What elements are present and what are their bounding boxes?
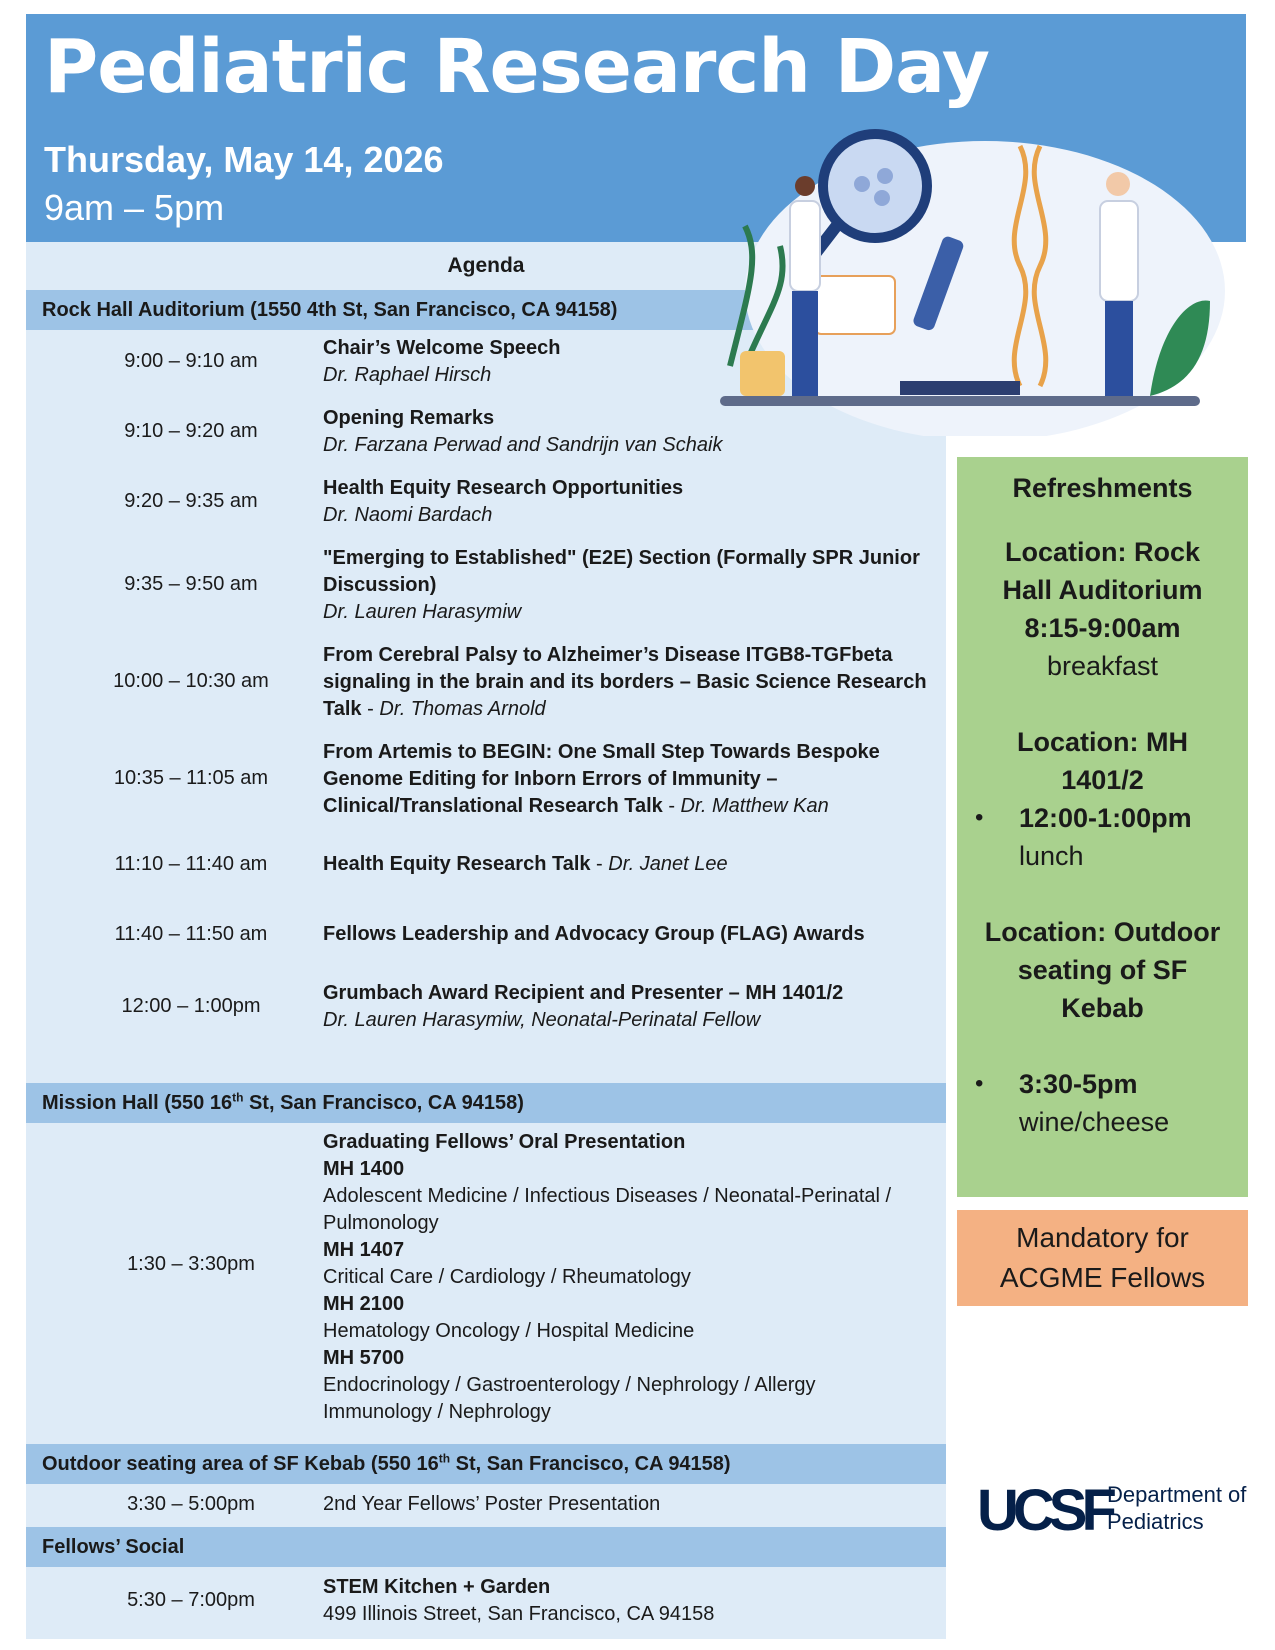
clipboard-icon	[815, 276, 895, 334]
location-label: Kebab	[1061, 993, 1144, 1023]
mandatory-line: Mandatory for	[1016, 1222, 1189, 1253]
floor-line	[720, 396, 1200, 406]
agenda-content	[323, 1574, 943, 1628]
agenda-content	[323, 921, 943, 948]
cell-icon	[874, 190, 890, 206]
scientist-woman-legs	[792, 291, 818, 396]
agenda-speaker: Dr. Farzana Perwad and Sandrijn van Schaik	[323, 434, 723, 456]
refreshments-heading: Refreshments	[1012, 473, 1193, 503]
refreshment-meal: lunch	[1019, 841, 1084, 871]
agenda-content	[323, 980, 943, 1034]
agenda-speaker: Dr. Naomi Bardach	[323, 504, 493, 526]
speaker-separator: -	[590, 853, 609, 875]
agenda-title: Talk	[323, 698, 362, 720]
section-band-mission-hall	[26, 1083, 946, 1123]
agenda-time: 10:35 – 11:05 am	[113, 767, 269, 789]
event-date: Thursday, May 14, 2026	[44, 139, 444, 180]
refreshment-time: 12:00-1:00pm	[1019, 803, 1192, 833]
agenda-content	[323, 1491, 943, 1518]
agenda-time: 9:20 – 9:35 am	[124, 490, 258, 512]
scientist-man-legs	[1105, 301, 1133, 396]
scientist-woman-coat	[790, 201, 820, 291]
cell-icon	[854, 176, 870, 192]
agenda-speaker: Dr. Lauren Harasymiw, Neonatal-Perinatal Fellow	[323, 1009, 761, 1031]
agenda-title: Clinical/Translational Research Talk	[323, 795, 663, 817]
agenda-content	[323, 545, 943, 626]
agenda-title: Fellows Leadership and Advocacy Group (FLAG) Awards	[323, 923, 865, 945]
agenda-speaker: Dr. Lauren Harasymiw	[323, 601, 522, 623]
bullet-icon: •	[975, 1070, 984, 1097]
scientist-woman-head	[795, 176, 815, 196]
agenda-title: From Cerebral Palsy to Alzheimer’s Disease ITGB8-TGFbeta	[323, 644, 893, 666]
division-list: Endocrinology / Gastroenterology / Nephrology / Allergy	[323, 1374, 816, 1396]
agenda-time: 11:40 – 11:50 am	[114, 923, 268, 945]
agenda-time: 9:10 – 9:20 am	[124, 420, 258, 442]
agenda-title: signaling in the brain and its borders – Basic Science Research	[323, 671, 927, 693]
division-list: Critical Care / Cardiology / Rheumatology	[323, 1266, 691, 1288]
division-list: Immunology / Nephrology	[323, 1401, 551, 1423]
section-band-text: Mission Hall (550 16	[42, 1092, 233, 1114]
refreshments-panel	[957, 457, 1248, 1197]
section-band-social: Fellows’ Social	[26, 1527, 946, 1567]
agenda-title: 2nd Year Fellows’ Poster Presentation	[323, 1493, 661, 1515]
ucsf-logo	[977, 1465, 1267, 1555]
agenda-title: Chair’s Welcome Speech	[323, 337, 561, 359]
room-label: MH 1400	[323, 1158, 405, 1180]
agenda-content	[323, 475, 943, 529]
agenda-content	[323, 642, 943, 723]
page-title: Pediatric Research Day	[44, 24, 990, 110]
refreshment-meal: breakfast	[1046, 651, 1159, 681]
refreshment-time: 8:15-9:00am	[1024, 613, 1181, 643]
agenda-speaker: Dr. Thomas Arnold	[379, 698, 546, 720]
mandatory-notice	[957, 1210, 1248, 1306]
speaker-separator: -	[662, 795, 681, 817]
agenda-time: 9:35 – 9:50 am	[124, 573, 258, 595]
ucsf-wordmark: UCSF	[977, 1478, 1111, 1543]
agenda-title: Opening Remarks	[323, 407, 495, 429]
location-label: Location: Rock	[1004, 537, 1200, 567]
research-illustration	[720, 126, 1240, 436]
location-label: Location: Outdoor	[984, 917, 1221, 947]
logo-department: Pediatrics	[1107, 1509, 1204, 1534]
location-label: Hall Auditorium	[1002, 575, 1203, 605]
agenda-speaker: Dr. Raphael Hirsch	[323, 364, 492, 386]
agenda-title: Health Equity Research Talk	[323, 853, 591, 875]
agenda-title: "Emerging to Established" (E2E) Section (Formally SPR Junior	[323, 547, 920, 569]
microscope-base	[900, 381, 1020, 395]
refreshment-time: 3:30-5pm	[1019, 1069, 1138, 1099]
plant-pot	[740, 351, 785, 396]
agenda-title: Graduating Fellows’ Oral Presentation	[323, 1131, 686, 1153]
section-band-rock-hall: Rock Hall Auditorium (1550 4th St, San Francisco, CA 94158)	[26, 290, 946, 330]
mandatory-line: ACGME Fellows	[999, 1262, 1206, 1293]
division-list: Pulmonology	[323, 1212, 439, 1234]
agenda-content	[323, 851, 943, 878]
section-band-sf-kebab	[26, 1444, 946, 1484]
agenda-title: Grumbach Award Recipient and Presenter – MH 1401/2	[323, 982, 844, 1004]
location-label: seating of SF	[1017, 955, 1188, 985]
agenda-content	[323, 1129, 943, 1426]
agenda-time: 5:30 – 7:00pm	[127, 1589, 255, 1611]
location-label: 1401/2	[1061, 765, 1144, 795]
bullet-icon: •	[975, 804, 984, 831]
agenda-title: Discussion)	[323, 574, 437, 596]
superscript: th	[438, 1451, 451, 1466]
refreshment-meal: wine/cheese	[1019, 1107, 1170, 1137]
agenda-title: Health Equity Research Opportunities	[323, 477, 684, 499]
agenda-time: 11:10 – 11:40 am	[114, 853, 268, 875]
agenda-panel	[26, 242, 946, 1639]
agenda-time: 10:00 – 10:30 am	[113, 670, 269, 692]
agenda-heading: Agenda	[447, 254, 525, 277]
room-label: MH 1407	[323, 1239, 405, 1261]
scientist-man-coat	[1100, 201, 1138, 301]
agenda-speaker: Dr. Janet Lee	[608, 853, 728, 875]
section-band-text: Outdoor seating area of SF Kebab (550 16	[42, 1453, 439, 1475]
agenda-title: From Artemis to BEGIN: One Small Step Towards Bespoke	[323, 741, 880, 763]
venue-address: 499 Illinois Street, San Francisco, CA 94158	[323, 1603, 715, 1625]
logo-department: Department of	[1107, 1482, 1247, 1507]
speaker-separator: -	[361, 698, 380, 720]
event-time: 9am – 5pm	[44, 187, 225, 228]
division-list: Adolescent Medicine / Infectious Diseases / Neonatal-Perinatal /	[323, 1185, 892, 1207]
cell-icon	[877, 168, 893, 184]
location-label: Location: MH	[1017, 727, 1188, 757]
agenda-time: 9:00 – 9:10 am	[124, 350, 258, 372]
division-list: Hematology Oncology / Hospital Medicine	[323, 1320, 695, 1342]
room-label: MH 5700	[323, 1347, 405, 1369]
agenda-title: Genome Editing for Inborn Errors of Immunity –	[323, 768, 778, 790]
room-label: MH 2100	[323, 1293, 405, 1315]
scientist-man-head	[1106, 172, 1130, 196]
venue-name: STEM Kitchen + Garden	[323, 1576, 551, 1598]
section-band-text: St, San Francisco, CA 94158)	[450, 1453, 731, 1475]
agenda-content	[323, 739, 943, 820]
agenda-time: 3:30 – 5:00pm	[127, 1493, 255, 1515]
section-band-text: St, San Francisco, CA 94158)	[243, 1092, 524, 1114]
agenda-time: 1:30 – 3:30pm	[127, 1253, 255, 1275]
agenda-speaker: Dr. Matthew Kan	[680, 795, 829, 817]
superscript: th	[232, 1090, 244, 1105]
agenda-time: 12:00 – 1:00pm	[121, 995, 261, 1017]
